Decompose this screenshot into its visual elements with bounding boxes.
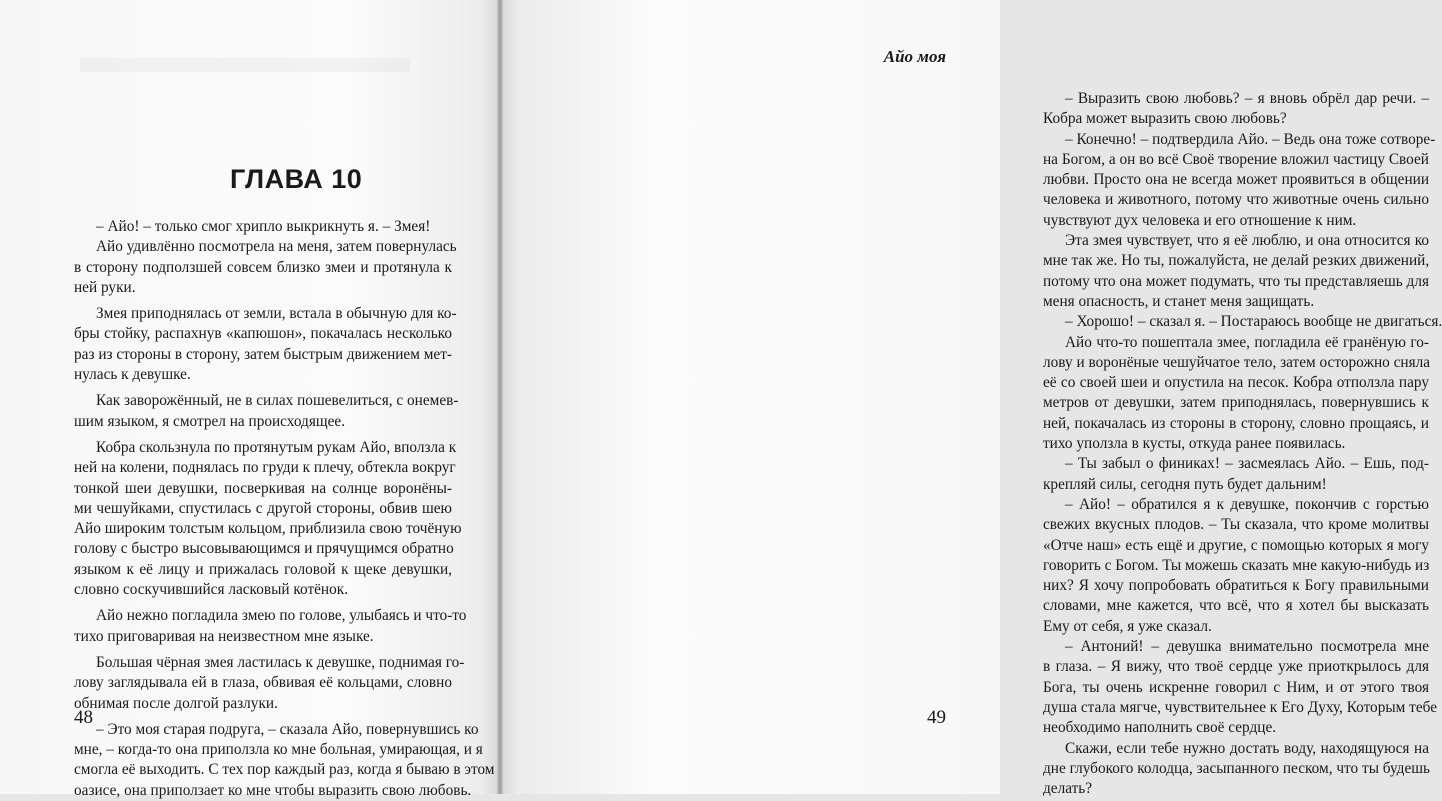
text-line: – Айо! – обратился я к девушке, покончив с горстью [1065, 495, 1429, 513]
text-line: Айо нежно погладила змею по голове, улыбаясь и что-то [96, 607, 467, 625]
text-line: крепляй силы, сегодня путь будет дальним! [1043, 475, 1327, 493]
text-line: свежих вкусных плодов. – Ты сказала, что кроме молитвы [1043, 516, 1429, 534]
text-line: нулась к девушке. [74, 366, 191, 384]
text-line: языком к её лицу и прижалась головой к щеке девушки, [74, 560, 452, 578]
text-line: ней на колени, поднялась по груди к плечу, обтекла вокруг [74, 459, 456, 477]
text-line: мне так же. Но ты, пожалуйста, не делай резких движений, [1043, 252, 1430, 270]
left-page [0, 0, 497, 799]
text-line: – Ты забыл о финиках! – засмеялась Айо. – Ешь, под- [1065, 455, 1429, 473]
chapter-title: ГЛАВА 10 [230, 164, 363, 194]
text-line: мне, – когда-то она приползла ко мне больная, умирающая, и я [74, 741, 483, 759]
text-line: – Хорошо! – сказал я. – Постараюсь вообще не двигаться. [1065, 313, 1442, 331]
text-line: Кобра скользнула по протянутым рукам Айо, вползла к [96, 438, 457, 456]
text-line: в сторону подползшей совсем близко змеи и протянула к [74, 258, 452, 276]
text-line: ней, покачалась из стороны в сторону, словно прощаясь, и [1043, 414, 1429, 432]
text-line: Айо удивлённо посмотрела на меня, затем повернулась [96, 238, 457, 256]
running-head: Айо моя [883, 47, 946, 66]
right-page-text [1043, 89, 1442, 799]
text-line: ней руки. [74, 278, 136, 296]
text-line: чувствуют дух человека и его отношение к ним. [1043, 211, 1357, 229]
text-line: Как заворожённый, не в силах пошевелиться, с онемев- [96, 392, 459, 410]
text-line: человека и животного, потому что животные очень сильно [1043, 191, 1429, 209]
text-line: лову заглядывала ей в глаза, обвивая её кольцами, словно [74, 674, 452, 692]
text-line: Бога, ты очень искренне говорил с Ним, и от этого твоя [1043, 678, 1429, 696]
text-line: шим языком, я смотрел на происходящее. [74, 412, 346, 430]
bleed-through-running-head [80, 58, 410, 72]
right-page [503, 0, 1442, 798]
page-number-left: 48 [74, 707, 93, 728]
text-line: необходимо наполнить своё сердце. [1043, 719, 1277, 737]
text-line: её со своей шеи и опустила на песок. Кобра отползла пару [1043, 374, 1429, 392]
text-line: на Богом, а он во всё Своё творение вложил частицу Своей [1043, 150, 1429, 168]
text-line: словами, мне кажется, что всё, что я хотел бы высказать [1043, 597, 1429, 615]
page-number-right: 49 [927, 707, 946, 728]
text-line: обнимая после долгой разлуки. [74, 694, 278, 712]
text-line: любви. Просто она не всегда может проявиться в общении [1043, 171, 1429, 189]
text-line: словно соскучившийся ласковый котёнок. [74, 581, 349, 599]
text-line: – Антоний! – девушка внимательно посмотрела мне [1065, 638, 1429, 656]
text-line: лову и воронёные чешуйчатое тело, затем осторожно сняла [1043, 353, 1431, 371]
text-line: тихо приговаривая на неизвестном мне языке. [74, 627, 374, 645]
text-line: меня опасность, и станет меня защищать. [1043, 292, 1315, 310]
text-line: душа стала мягче, чувствительнее к Его Духу, Которым тебе [1043, 698, 1437, 716]
text-line: Айо широким толстым кольцом, приблизила свою точёную [74, 520, 462, 538]
text-line: – Айо! – только смог хрипло выкрикнуть я. – Змея! [96, 218, 431, 235]
text-line: дне глубокого колодца, засыпанного песком, что ты будешь [1043, 759, 1431, 777]
left-page-text [74, 217, 495, 801]
text-line: них? Я хочу попробовать обратиться к Богу правильными [1043, 577, 1429, 595]
text-line: – Это моя старая подруга, – сказала Айо, повернувшись ко [96, 720, 479, 738]
text-line: ми чешуйками, спустилась с другой стороны, обвив шею [74, 499, 452, 517]
text-line: Ему от себя, я уже сказал. [1043, 617, 1212, 635]
text-line: Большая чёрная змея ластилась к девушке, поднимая го- [96, 653, 465, 671]
text-line: – Выразить свою любовь? – я вновь обрёл дар речи. – [1065, 90, 1429, 107]
text-line: потому что она может подумать, что ты представляешь для [1043, 272, 1429, 290]
text-line: Скажи, если тебе нужно достать воду, находящуюся на [1065, 739, 1429, 757]
text-line: метров от девушки, затем приподнялась, повернувшись к [1043, 394, 1429, 412]
text-line: бры стойку, распахнув «капюшон», покачалась несколько [74, 325, 452, 343]
text-line: раз из стороны в сторону, затем быстрым движением мет- [74, 345, 452, 363]
text-line: тихо уползла в кусты, откуда ранее появилась. [1043, 435, 1346, 453]
text-line: оазисе, она приползает ко мне чтобы выразить свою любовь. [74, 781, 472, 799]
text-line: тонкой шеи девушки, посверкивая на солнце воронёны- [74, 479, 452, 497]
text-line: Кобра может выразить свою любовь? [1043, 110, 1287, 128]
text-line: говорить с Богом. Ты можешь сказать мне какую-нибудь из [1043, 556, 1430, 574]
text-line: делать? [1043, 780, 1093, 798]
text-line: в глаза. – Я вижу, что твоё сердце уже приоткрылось для [1043, 658, 1429, 676]
text-line: Айо что-то пошептала змее, погладила её гранёную го- [1065, 333, 1429, 351]
text-line: смогла её выходить. С тех пор каждый раз, когда я бываю в этом [74, 761, 495, 779]
text-line: голову с быстро высовывающимся и прячущимся обратно [74, 540, 454, 558]
text-line: Змея приподнялась от земли, встала в обычную для ко- [96, 305, 457, 323]
text-line: – Конечно! – подтвердила Айо. – Ведь она тоже сотворе- [1065, 130, 1436, 148]
text-line: «Отче наш» есть ещё и другие, с помощью которых я могу [1043, 536, 1429, 554]
text-line: Эта змея чувствует, что я её люблю, и она относится ко [1065, 232, 1429, 250]
